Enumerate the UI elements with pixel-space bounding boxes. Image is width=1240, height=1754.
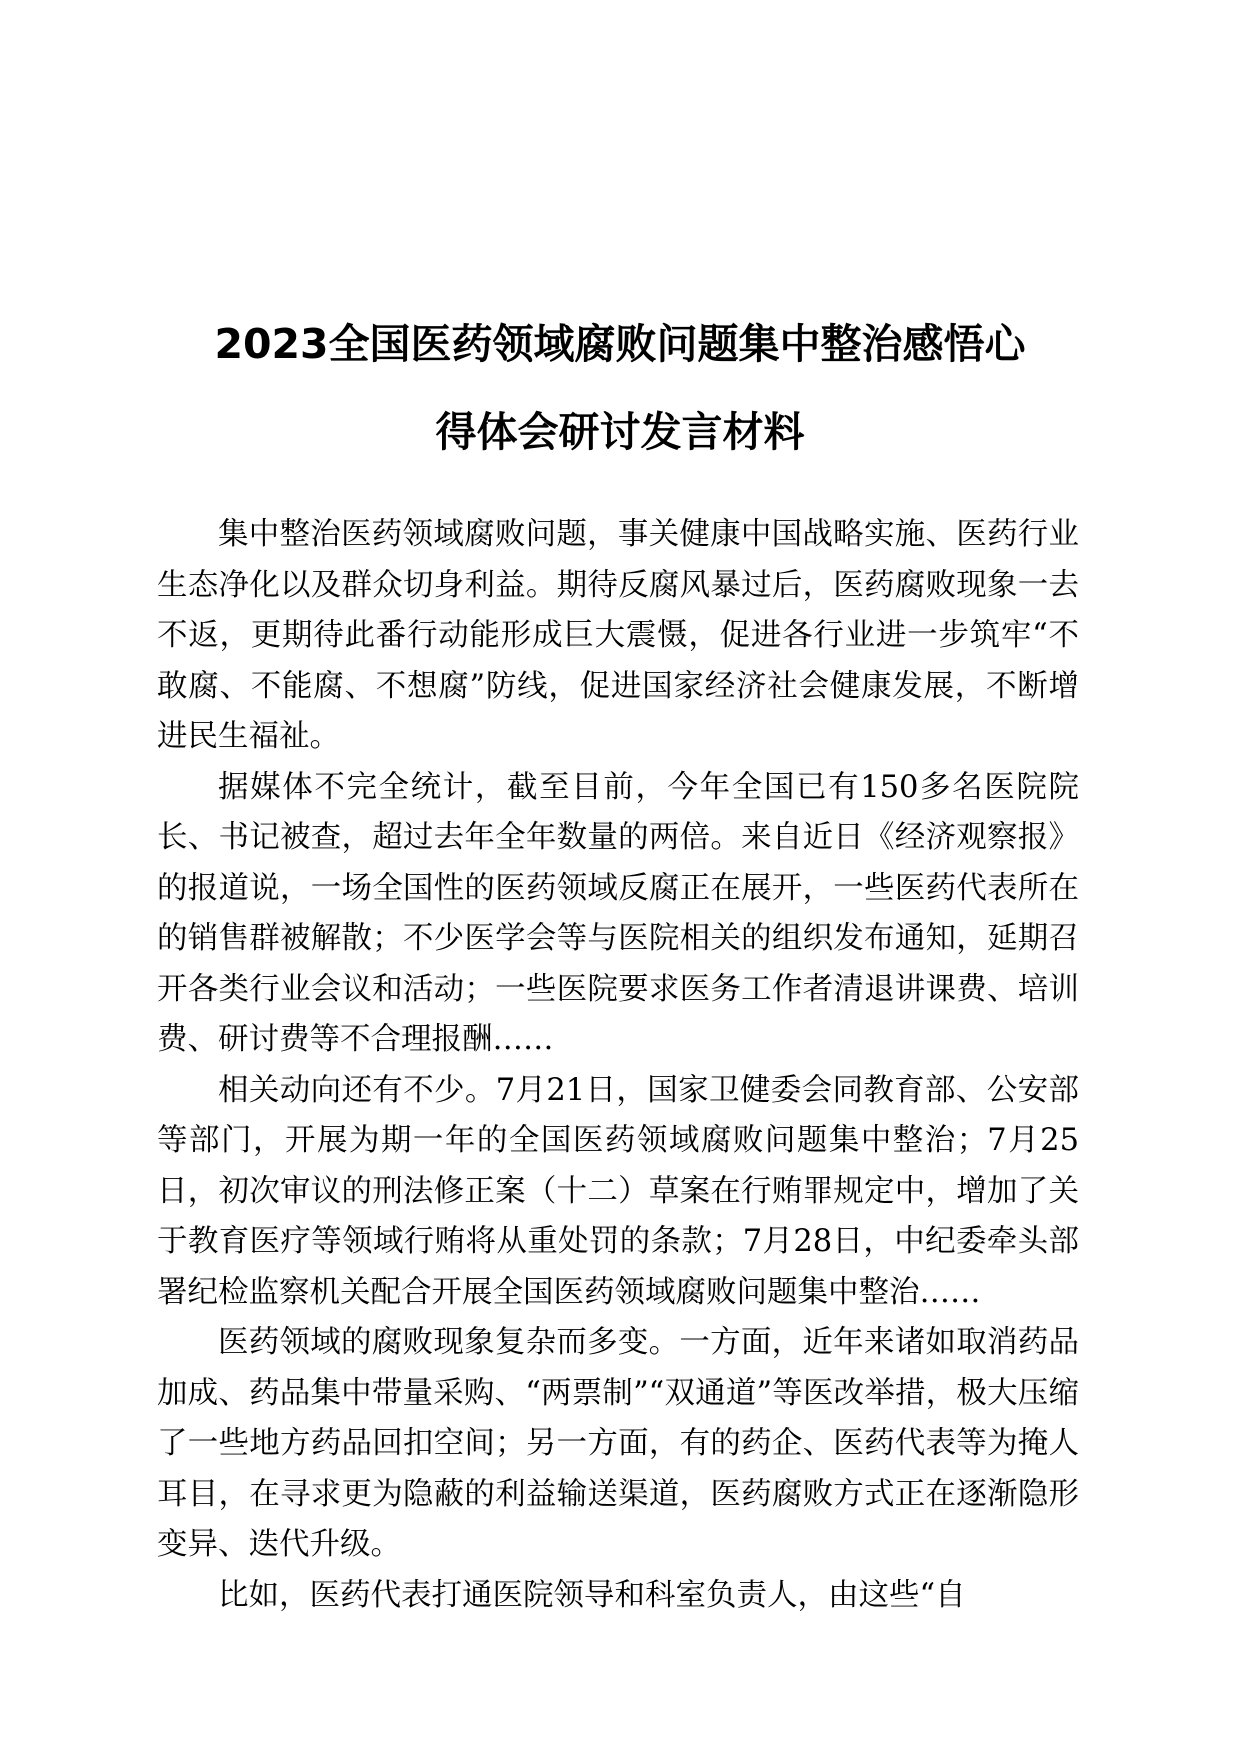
title-line-1: 2023全国医药领域腐败问题集中整治感悟心 [214, 320, 1026, 368]
paragraph-5: 比如，医药代表打通医院领导和科室负责人，由这些“自 [218, 1577, 966, 1613]
paragraph-1: 集中整治医药领域腐败问题，事关健康中国战略实施、医药行业生态净化以及群众切身利益。期待反腐风暴过后，医药腐败现象一去不返，更期待此番行动能形成巨大震慑，促进各行业进一步筑牢“不敢腐、不能腐、不想腐”防线，促进国家经济社会健康发展，不断增进民生福祉。 [157, 517, 1079, 754]
document-title [140, 300, 1100, 476]
paragraph-4: 医药领域的腐败现象复杂而多变。一方面，近年来诸如取消药品加成、药品集中带量采购、“两票制”“双通道”等医改举措，极大压缩了一些地方药品回扣空间；另一方面，有的药企、医药代表等为掩人耳目，在寻求更为隐蔽的利益输送渠道，医药腐败方式正在逐渐隐形变异、迭代升级。 [157, 1325, 1079, 1562]
paragraph-3: 相关动向还有不少。7月21日，国家卫健委会同教育部、公安部等部门，开展为期一年的全国医药领域腐败问题集中整治；7月25日，初次审议的刑法修正案（十二）草案在行贿罪规定中，增加了关于教育医疗等领域行贿将从重处罚的条款；7月28日，中纪委牵头部署纪检监察机关配合开展全国医药领域腐败问题集中整治…… [157, 1072, 1079, 1310]
document-body [157, 510, 1079, 1621]
title-line-2: 得体会研讨发言材料 [435, 408, 805, 456]
paragraph-2: 据媒体不完全统计，截至目前，今年全国已有150多名医院院长、书记被查，超过去年全年数量的两倍。来自近日《经济观察报》的报道说，一场全国性的医药领域反腐正在展开，一些医药代表所在的销售群被解散；不少医学会等与医院相关的组织发布通知，延期召开各类行业会议和活动；一些医院要求医务工作者清退讲课费、培训费、研讨费等不合理报酬…… [157, 769, 1079, 1057]
